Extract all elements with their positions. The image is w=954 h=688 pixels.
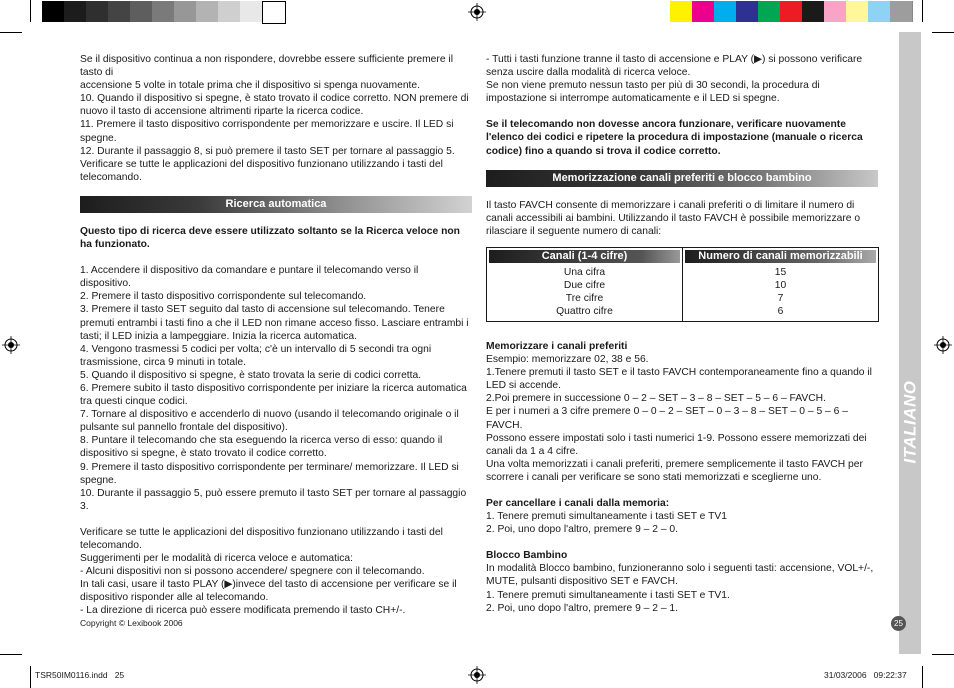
crop-mark [922, 666, 923, 688]
color-swatch [802, 1, 825, 22]
page-number-badge: 25 [891, 616, 906, 631]
paragraph: E per i numeri a 3 cifre premere 0 – 0 – 2 – SET – 0 – 3 – 8 – SET – 0 – 5 – 6 – FAVCH. [486, 406, 848, 431]
copyright: Copyright © Lexibook 2006 [80, 617, 183, 628]
paragraph: 1.Tenere premuti il tasto SET e il tasto FAVCH contemporaneamente fino a quando il LED si accende. [486, 367, 872, 392]
list-item: 3. Premere il tasto SET seguito dal tasto di accensione sul telecomando. Tenere premuti entrambi i tasti fino a che il LED non rimane acceso fisso. Lasciare entrambi i tasti; il LED inizia a lampeggiare. Inizia la ricerca automatica. [80, 304, 469, 342]
table-cell: 7 [777, 292, 784, 304]
crop-mark [922, 0, 923, 22]
list-item: 1. Accendere il dispositivo da comandare e puntare il telecomando verso il dispositivo. [80, 265, 419, 290]
registration-mark-icon [934, 336, 952, 354]
paragraph: Se il dispositivo continua a non rispondere, dovrebbe essere sufficiente premere il tasto di [80, 54, 454, 79]
color-swatch [670, 1, 693, 22]
paragraph: - La direzione di ricerca può essere modificata premendo il tasto CH+/-. [80, 605, 406, 617]
paragraph: 2. Poi, uno dopo l'altro, premere 9 – 2 – 0. [486, 524, 679, 536]
paragraph: 1. Tenere premuti simultaneamente i tasti SET e TV1. [486, 589, 730, 601]
steps-list [80, 264, 472, 513]
language-sidebar [899, 32, 921, 654]
color-swatch [824, 1, 847, 22]
memorize-steps [486, 353, 878, 484]
tips [80, 526, 472, 618]
color-swatch [780, 1, 803, 22]
paragraph: - Tutti i tasti funzione tranne il tasto di accensione e PLAY (▶) si possono verificare senza uscire dalla modalità di ricerca veloce. [486, 54, 863, 79]
color-swatch [890, 1, 913, 22]
table-cell: 6 [777, 305, 784, 317]
crop-mark [932, 654, 954, 655]
color-swatch [736, 1, 759, 22]
table-cell: Tre cifre [565, 292, 604, 304]
section-heading-ricerca-automatica: Ricerca automatica [80, 196, 472, 213]
table-cell: 10 [774, 279, 787, 291]
footer-filename: TSR50IM0116.indd 25 [35, 670, 125, 680]
crop-mark [932, 32, 954, 33]
language-label: ITALIANO [900, 380, 920, 464]
paragraph: accensione 5 volte in totale prima che il dispositivo si spenga nuovamente. [80, 80, 420, 92]
paragraph: 10. Quando il dispositivo si spegne, è stato trovato il codice corretto. NON premere di nuovo il tasto di accensione altrimenti riparte la ricerca codice. [80, 93, 469, 118]
crop-mark [30, 666, 31, 688]
color-swatch [692, 1, 715, 22]
color-swatch [174, 1, 197, 22]
subheading: Memorizzare i canali preferiti [486, 340, 628, 352]
warning-text: Questo tipo di ricerca deve essere utilizzato soltanto se la Ricerca veloce non ha funzionato. [80, 225, 460, 251]
color-swatch [240, 1, 263, 22]
color-swatch [714, 1, 737, 22]
paragraph: In modalità Blocco bambino, funzioneranno solo i seguenti tasti: accensione, VOL+/-, MUTE, pulsanti dispositivo SET e FAVCH. [486, 563, 874, 588]
list-item: 7. Tornare al dispositivo e accenderlo di nuovo (usando il telecomando originale o il pulsante sul pannello frontale del dispositivo). [80, 409, 459, 434]
list-item: 5. Quando il dispositivo si spegne, è stato trovata la serie di codici corretta. [80, 369, 422, 381]
color-swatch [196, 1, 219, 22]
left-intro [80, 53, 472, 184]
paragraph: In tali casi, usare il tasto PLAY (▶)invece del tasto di accensione per verificare se il dispositivo risponder alle al telecomando. [80, 579, 457, 604]
paragraph: Se non viene premuto nessun tasto per più di 30 secondi, la procedura di impostazione si interrompe automaticamente e il LED si spegne. [486, 80, 820, 105]
list-item: 4. Vengono trasmessi 5 codici per volta; c'è un intervallo di 5 secondi tra ogni trasmissione, circa 9 minuti in totale. [80, 343, 432, 368]
paragraph: Verificare se tutte le applicazioni del dispositivo funzionano utilizzando i tasti del telecomando. [80, 526, 443, 551]
paragraph: Esempio: memorizzare 02, 38 e 56. [486, 354, 649, 366]
color-swatch [868, 1, 891, 22]
list-item: 6. Premere subito il tasto dispositivo corrispondente per iniziare la ricerca automatica tra questi cinque codici. [80, 382, 467, 408]
list-item: 8. Puntare il telecomando che sta eseguendo la ricerca verso di esso: quando il dispositivo si spegne, è stato trovato il codice corretto. [80, 435, 443, 460]
color-swatch [218, 1, 241, 22]
registration-mark-icon [468, 3, 486, 21]
paragraph: Una volta memorizzati i canali preferiti, premere semplicemente il tasto FAVCH per scorrere i canali per verificare se sono stati memorizzati e sceglierne uno. [486, 458, 863, 483]
language-label-wrap [899, 322, 921, 522]
registration-mark-icon [2, 336, 20, 354]
paragraph: 11. Premere il tasto dispositivo corrispondente per memorizzare e uscire. Il LED si spegne. [80, 119, 454, 144]
paragraph: Possono essere impostati solo i tasti numerici 1-9. Possono essere memorizzati dei canali da 1 a 4 cifre. [486, 432, 867, 457]
subheading: Per cancellare i canali dalla memoria: [486, 497, 670, 509]
subheading: Blocco Bambino [486, 550, 568, 562]
favch-intro: Il tasto FAVCH consente di memorizzare i canali preferiti o di limitare il numero di canali accessibili ai bambini. Utilizzando il tasto FAVCH è possibile memorizzare o rilasciare il seguente numero di canali: [486, 199, 861, 237]
color-swatch [262, 1, 286, 24]
right-intro [486, 53, 878, 105]
crop-mark [0, 654, 22, 655]
paragraph: 2. Poi, uno dopo l'altro, premere 9 – 2 – 1. [486, 602, 679, 614]
color-swatch [152, 1, 175, 22]
footer-timestamp: 31/03/2006 09:22:37 [824, 670, 907, 680]
color-swatch [758, 1, 781, 22]
paragraph: 12. Durante il passaggio 8, si può premere il tasto SET per tornare al passaggio 5. Verificare se tutte le applicazioni del dispositivo funzionano utilizzando i tasti del telecomando. [80, 145, 455, 183]
table-cell: Una cifra [563, 266, 606, 278]
list-item: 2. Premere il tasto dispositivo corrispondente sul telecomando. [80, 291, 367, 303]
table-column-digits [487, 248, 682, 321]
registration-mark-icon [468, 666, 486, 684]
left-column [80, 53, 472, 628]
paragraph: 1. Tenere premuti simultaneamente i tasti SET e TV1 [486, 511, 727, 523]
list-item: 10. Durante il passaggio 5, può essere premuto il tasto SET per tornare al passaggio 3. [80, 487, 467, 512]
color-swatch [64, 1, 87, 22]
table-header: Canali (1-4 cifre) [489, 250, 680, 263]
table-cell: Due cifre [563, 279, 606, 291]
crop-mark [30, 0, 31, 22]
table-column-count [682, 248, 878, 321]
table-cell: Quattro cifre [556, 305, 613, 317]
color-swatch [42, 1, 65, 22]
table-cell: 15 [774, 266, 787, 278]
paragraph: Suggerimenti per le modalità di ricerca veloce e automatica: [80, 553, 354, 565]
warning-text: Se il telecomando non dovesse ancora funzionare, verificare nuovamente l'elenco dei codici e ripetere la procedura di impostazione (manuale o ricerca codice) fino a quando si trova il codice corretto. [486, 119, 863, 157]
color-swatch [130, 1, 153, 22]
paragraph: 2.Poi premere in successione 0 – 2 – SET – 3 – 8 – SET – 5 – 6 – FAVCH. [486, 393, 826, 405]
list-item: 9. Premere il tasto dispositivo corrispondente per terminare/ memorizzare. Il LED si spegne. [80, 461, 459, 486]
color-swatch [846, 1, 869, 22]
right-column [486, 53, 878, 615]
section-heading-canali-preferiti: Memorizzazione canali preferiti e blocco bambino [486, 170, 878, 187]
color-swatch [108, 1, 131, 22]
paragraph: - Alcuni dispositivi non si possono accendere/ spegnere con il telecomando. [80, 566, 425, 578]
crop-mark [0, 32, 22, 33]
channels-table [486, 247, 879, 322]
color-swatch [86, 1, 109, 22]
table-header: Numero di canali memorizzabili [685, 250, 876, 263]
